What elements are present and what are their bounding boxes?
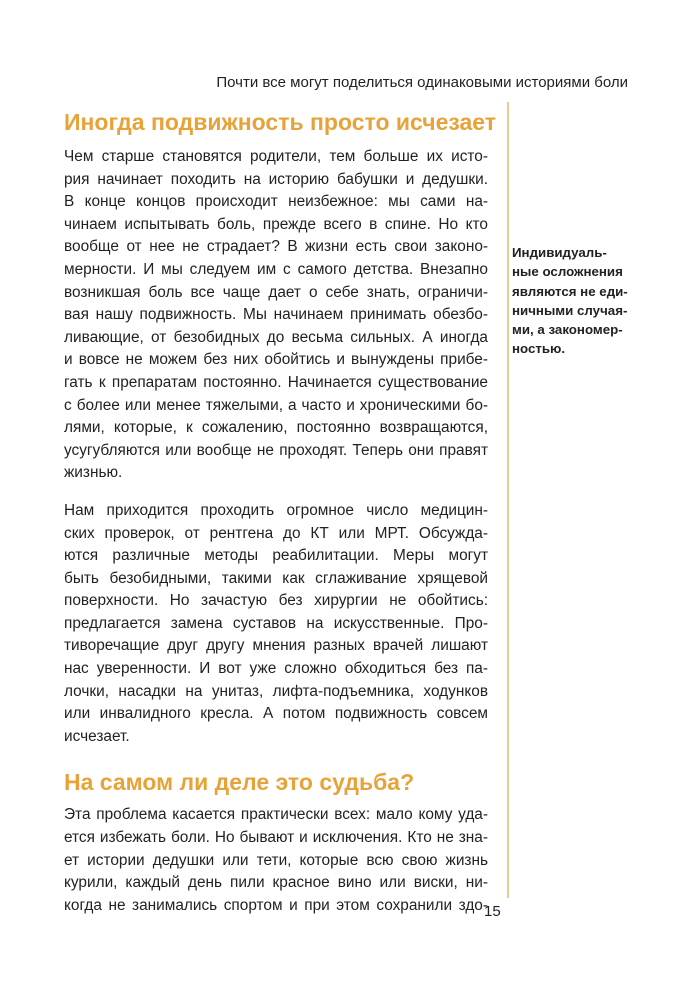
margin-note-line: ми, а закономер- <box>512 322 623 338</box>
text-line: и вовсе не можем без них обойтись и вынуждены прибе- <box>64 351 488 369</box>
section-heading: Иногда подвижность просто исчезает <box>64 109 497 135</box>
margin-note <box>512 243 627 359</box>
text-line: Эта проблема касается практически всех: мало кому уда- <box>64 806 488 824</box>
text-line: ет истории дедушки или тети, которые всю свою жизнь <box>64 851 488 869</box>
margin-rule <box>507 102 509 898</box>
text-line: ливающие, от безобидных до весьма сильных. А иногда <box>64 328 488 346</box>
text-line: чинаем испытывать боль, прежде всего в спине. Но кто <box>64 215 488 233</box>
section-heading: На самом ли деле это судьба? <box>64 769 415 796</box>
text-line: Нам приходится проходить огромное число медицин- <box>64 501 488 519</box>
text-line: жизнью. <box>64 464 123 482</box>
margin-note-line: являются не еди- <box>512 283 628 299</box>
margin-note-line: ничными случая- <box>512 302 628 318</box>
running-header: Почти все могут поделиться одинаковыми историями боли <box>216 74 628 91</box>
margin-note-line: ностью. <box>512 341 566 357</box>
text-line: гать к препаратам постоянно. Начинается существование <box>64 373 488 391</box>
margin-note-line: Индивидуаль- <box>512 245 607 260</box>
text-line: предлагается замена суставов на искусственные. Про- <box>64 614 488 632</box>
text-line: лочки, насадки на унитаз, лифта-подъемника, ходунков <box>64 682 488 700</box>
text-line: вая нашу подвижность. Мы начинаем принимать обезбо- <box>64 306 488 324</box>
text-line: вообще от нее не страдает? В жизни есть свои законо- <box>64 238 488 256</box>
margin-note-line: ные осложнения <box>512 264 623 280</box>
text-line: исчезает. <box>64 727 130 745</box>
text-line: рия начинает походить на историю бабушки и дедушки. <box>64 170 488 188</box>
paragraph <box>64 500 488 749</box>
text-line: ских проверок, от рентгена до КТ или МРТ. Обсужда- <box>64 524 488 542</box>
text-line: или инвалидного кресла. А потом подвижность совсем <box>64 705 488 723</box>
text-line: поверхности. Но зачастую без хирургии не обойтись: <box>64 592 488 610</box>
text-line: быть безобидными, такими как сглаживание хрящевой <box>64 569 488 587</box>
text-line: ется избежать боли. Но бывают и исключения. Кто не зна- <box>64 829 488 847</box>
text-line: В конце концов происходит неизбежное: мы сами на- <box>64 193 488 211</box>
text-line: лями, которые, к сожалению, постоянно возвращаются, <box>64 419 488 437</box>
text-line: тиворечащие друг другу мнения разных врачей лишают <box>64 637 488 655</box>
paragraph <box>64 804 488 917</box>
text-line: нас уверенности. И вот уже сложно обходиться без па- <box>64 660 488 678</box>
text-line: курили, каждый день пили красное вино или виски, ни- <box>64 874 488 892</box>
text-line: мерности. И мы следуем им с самого детства. Внезапно <box>64 260 488 278</box>
page-number: 15 <box>484 903 501 920</box>
text-line: Чем старше становятся родители, тем больше их исто- <box>64 148 488 165</box>
text-line: когда не занимались спортом и при этом сохранили здо- <box>64 896 488 914</box>
text-line: с более или менее тяжелыми, а часто и хроническими бо- <box>64 396 488 414</box>
text-line: усугубляются или вообще не проходят. Теперь они правят <box>64 441 488 459</box>
text-line: ются различные методы реабилитации. Меры могут <box>64 547 488 565</box>
text-line: возникшая боль все чаще дает о себе знать, ограничи- <box>64 283 488 301</box>
paragraph <box>64 146 488 485</box>
